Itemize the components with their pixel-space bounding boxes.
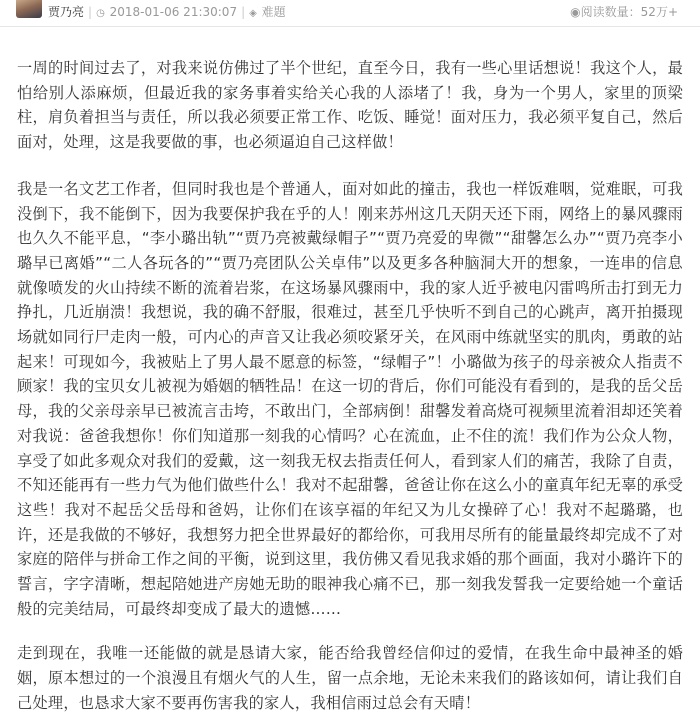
clock-icon: ◷ [96,8,105,19]
view-count [570,3,678,20]
article-paragraph: 走到现在，我唯一还能做的就是恳请大家，能否给我曾经信仰过的爱情，在我生命中最神圣的婚姻，原本想过的一个浪漫且有烟火气的人生，留一点余地，无论未来我们的路该如何，请让我们自己处理，也恳求大家不要再伤害我的家人，我相信雨过总会有天晴！ [17,644,683,712]
views-value: 52万+ [640,5,678,19]
author-name[interactable]: 贾乃亮 [48,5,85,19]
article-body [0,56,700,716]
post-meta [48,3,286,20]
meta-divider: | [88,5,93,19]
author-avatar[interactable] [16,0,42,18]
eye-icon: ◉ [570,5,581,19]
meta-divider: | [241,5,246,19]
article-paragraph: 一周的时间过去了，对我来说仿佛过了半个世纪，直至今日，我有一些心里话想说！我这个人，最怕给别人添麻烦，但最近我的家务事着实给关心我的人添堵了！我，身为一个男人，家里的顶梁柱，肩负着担当与责任，所以我必须要正常工作、吃饭、睡觉！面对压力，我必须平复自己，然后面对，处理，这是我要做的事，也必须逼迫自己这样做！ [17,59,683,152]
views-label: 阅读数量： [580,5,641,19]
post-header [0,0,700,27]
article-paragraph: 我是一名文艺工作者，但同时我也是个普通人，面对如此的撞击，我也一样饭难咽，觉难眠，可我没倒下，我不能倒下，因为我要保护我在乎的人！刚来苏州这几天阴天还下雨，网络上的暴风骤雨也久久不能平息，“李小璐出轨”“贾乃亮被戴绿帽子”“贾乃亮爱的卑微”“甜馨怎么办”“贾乃亮李小璐早已离婚”“二人各玩各的”“贾乃亮团队公关卓伟”以及更多各种脑洞大开的想象，一连串的信息就像喷发的火山持续不断的流着岩浆，在这场暴风骤雨中，我的家人近乎被电闪雷鸣所击打到无力挣扎，几近崩溃！我想说，我的确不舒服，很难过，甚至几乎快听不到自己的心跳声，离开拍摄现场就如同行尸走肉一般，可内心的声音又让我必须咬紧牙关，在风雨中练就坚实的肌肉，勇敢的站起来！可现如今，我被贴上了男人最不愿意的标签，“绿帽子”！小璐做为孩子的母亲被众人指责不顾家！我的宝贝女儿被视为婚姻的牺牲品！在这一切的背后，你们可能没有看到的，是我的岳父岳母，我的父亲母亲早已被流言击垮，不敢出门，全部病倒！甜馨发着高烧可视频里流着泪却还笑着对我说：爸爸我想你！你们知道那一刻我的心情吗？心在流血，止不住的流！我们作为公众人物，享受了如此多观众对我们的爱戴，这一刻我无权去指责任何人，看到家人们的痛苦，我除了自责，不知还能再有一些力气为他们做些什么！我对不起甜馨，爸爸让你在这么小的童真年纪无辜的承受这些！我对不起岳父岳母和爸妈，让你们在该享福的年纪又为儿女操碎了心！我对不起璐璐，也许，还是我做的不够好，我想努力把全世界最好的都给你，可我用尽所有的能量最终却完成不了对家庭的陪伴与拼命工作之间的平衡，说到这里，我仿佛又看见我求婚的那个画面，我对小璐许下的誓言，字字清晰，想起陪她进产房她无助的眼神我心痛不已，那一刻我发誓我一定要给她一个童话般的完美结局，可最终却变成了最大的遗憾…… [17,179,683,618]
tag-icon: ◈ [249,8,257,19]
post-category[interactable]: 难題 [261,5,286,19]
post-date: 2018-01-06 21:30:07 [109,5,238,19]
